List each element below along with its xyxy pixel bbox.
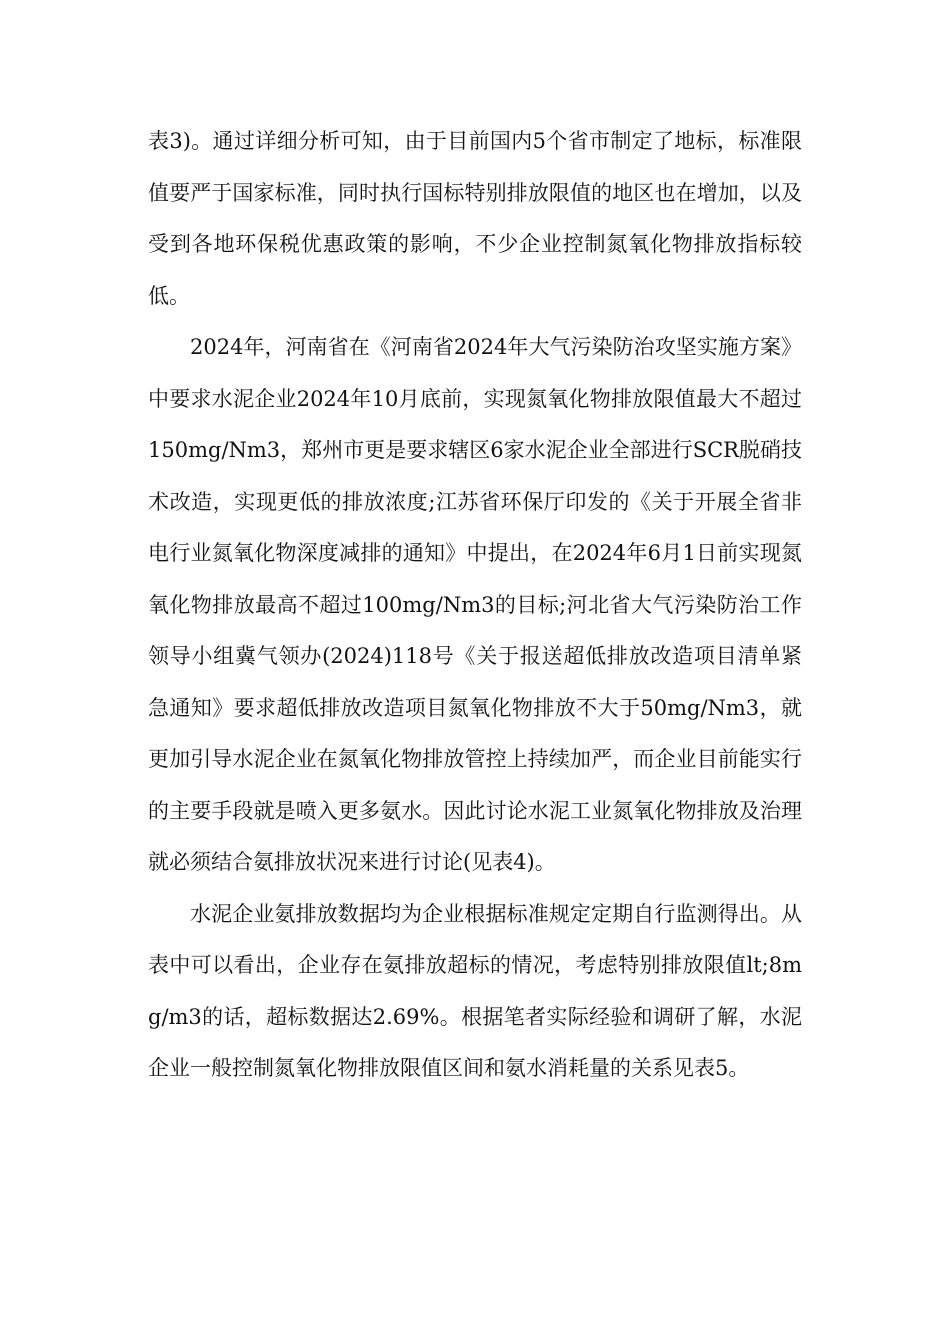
paragraph-continuation: 表3)。通过详细分析可知，由于目前国内5个省市制定了地标，标准限值要严于国家标准，同时执行国标特别排放限值的地区也在增加，以及受到各地环保税优惠政策的影响，不少企业控制氮氧化物排放指标较低。 [148, 129, 802, 308]
paragraph-provincial-policies: 2024年，河南省在《河南省2024年大气污染防治攻坚实施方案》中要求水泥企业2024年10月底前，实现氮氧化物排放限值最大不超过150mg/Nm3，郑州市更是要求辖区6家水泥企业全部进行SCR脱硝技术改造，实现更低的排放浓度;江苏省环保厅印发的《关于开展全省非电行业氮氧化物深度减排的通知》中提出，在2024年6月1日前实现氮氧化物排放最高不超过100mg/Nm3的目标;河北省大气污染防治工作领导小组冀气领办(2024)118号《关于报送超低排放改造项目清单紧急通知》要求超低排放改造项目氮氧化物排放不大于50mg/Nm3，就更加引导水泥企业在氮氧化物排放管控上持续加严，而企业目前能实行的主要手段就是喷入更多氨水。因此讨论水泥工业氮氧化物排放及治理就必须结合氨排放状况来进行讨论(见表4)。 [148, 335, 802, 874]
paragraph-ammonia-emission: 水泥企业氨排放数据均为企业根据标准规定定期自行监测得出。从表中可以看出，企业存在氨排放超标的情况，考虑特别排放限值lt;8mg/m3的话，超标数据达2.69%。根据笔者实际经验和调研了解，水泥企业一般控制氮氧化物排放限值区间和氨水消耗量的关系见表5。 [148, 901, 802, 1080]
document-body [148, 116, 802, 1095]
